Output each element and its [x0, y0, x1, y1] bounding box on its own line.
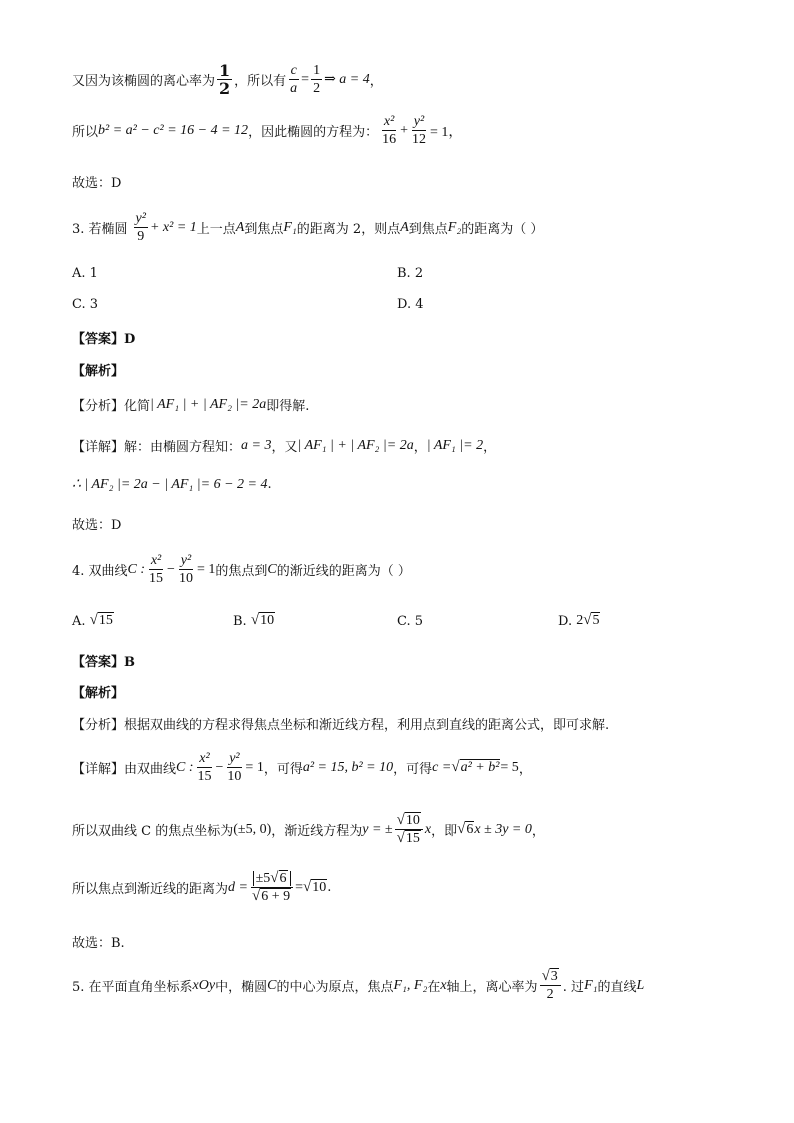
q4-option-c: C. 5 — [397, 614, 424, 629]
q3-option-a: A. 1 — [72, 266, 98, 281]
q3-option-d: D. 4 — [397, 297, 424, 312]
q4-option-b: B. √ 10 — [233, 612, 275, 629]
q3-analysis-heading: 【解析】 — [72, 364, 125, 379]
fraction-y2-10: $\frac{\text{y²}}{10}$ — [178, 553, 193, 586]
sqrt-symbol: √ 5 — [583, 612, 600, 628]
question-4-stem: 4. 双曲线 C : $\frac{\text{x²}}{15}$ − $\frac{\text{y²}}{10}$ = 1 的焦点到 C 的渐近线的距离为（ ） — [72, 553, 411, 586]
q3-option-b: B. 2 — [397, 266, 424, 281]
text: ，所以有 — [234, 74, 287, 89]
sqrt-symbol: √ 6 — [457, 821, 474, 837]
q4-detail: 【详解】由双曲线 C : $\frac{\text{x²}}{15}$ − $\frac{\text{y²}}{10}$ = 1 ，可得 a² = 15, b² = 10 ，可得 c = √ a² + b² = 5 ， — [72, 751, 532, 784]
sqrt-symbol: √ a² + b² — [451, 759, 500, 775]
fraction-y2-9: $\frac{\text{y²}}{9}$ — [135, 211, 146, 244]
q4-option-a: A. √ 15 — [72, 612, 113, 629]
q4-answer: 【答案】B — [72, 655, 135, 670]
q4-detail-distance: 所以焦点到渐近线的距离为 d = ±5 √ 6 √ 6 + 9 = √ 10 . — [72, 870, 332, 904]
fraction-distance: ±5 √ 6 √ 6 + 9 — [250, 870, 293, 905]
q3-choice: 故选：D — [72, 518, 122, 533]
q3-detail: 【详解】解：由椭圆方程知： a = 3 ，又 | AF₁ | + | AF₂ |= 2a ， | AF₁ |= 2 ， — [72, 437, 497, 455]
q3-conclusion: ∴ | AF₂ |= 2a − | AF₁ |= 6 − 2 = 4 . — [72, 477, 272, 492]
fraction-x2-16: $\frac{\text{x²}}{16}$ — [382, 114, 397, 147]
fraction-one-half-bold: $\frac{1}{2}$ — [219, 61, 231, 98]
sqrt-symbol: √ 15 — [89, 612, 113, 628]
math-expression: ⇒ a = 4 — [324, 72, 370, 87]
fraction-y2-10: $\frac{\text{y²}}{10}$ — [227, 751, 242, 784]
question-5-stem: 5. 在平面直角坐标系 xOy 中，椭圆 C 的中心为原点，焦点 F₁, F₂ 在 x 轴上，离心率为 √ 3 2 . 过 F₁ 的直线 L — [72, 968, 645, 1002]
question-3-stem: 3. 若椭圆 $\frac{\text{y²}}{9}$ + x² = 1 上一点 A 到焦点 F₁ 的距离为 2，则点 A 到焦点 F₂ 的距离为（ ） — [72, 211, 544, 244]
fraction-half: $\frac{1}{2}$ — [313, 63, 321, 96]
q3-option-c: C. 3 — [72, 297, 99, 312]
q4-detail-asymptote: 所以双曲线 C 的焦点坐标为 (±5, 0) ，渐近线方程为 y = ± √ 10 √ 15 x ，即 √ 6 x ± 3y = 0 ， — [72, 812, 545, 846]
sqrt-symbol: √ 10 — [250, 612, 275, 628]
math-expression: b² = a² − c² = 16 − 4 = 12 — [98, 122, 249, 138]
fraction-y2-12: $\frac{\text{y²}}{12}$ — [411, 114, 426, 147]
q4-option-d: D. 2 √ 5 — [558, 612, 600, 629]
q3-analysis: 【分析】化简 | AF₁ | + | AF₂ |= 2a 即得解. — [72, 396, 310, 414]
solution-line-equation: 所以 b² = a² − c² = 16 − 4 = 12 ，因此椭圆的方程为： $\frac{\text{x²}}{16}$ + $\frac{\text{y²}}{12}$ = 1， — [72, 114, 463, 147]
fraction-sqrt10-sqrt15: √ 10 √ 15 — [395, 812, 423, 847]
q4-analysis-heading: 【解析】 — [72, 686, 125, 701]
answer-choice-line: 故选：D — [72, 176, 122, 191]
q4-choice: 故选：B. — [72, 936, 125, 951]
q4-analysis: 【分析】根据双曲线的方程求得焦点坐标和渐近线方程，利用点到直线的距离公式，即可求解. — [72, 718, 610, 733]
fraction-c-over-a: $\frac{c}{a}$ — [290, 63, 298, 96]
q3-answer: 【答案】D — [72, 332, 136, 347]
fraction-sqrt3-over-2: √ 3 2 — [540, 968, 561, 1003]
text: 又因为该椭圆的离心率为 — [72, 74, 216, 89]
fraction-x2-15: $\frac{\text{x²}}{15}$ — [197, 751, 212, 784]
sqrt-symbol: √ 10 — [303, 879, 327, 895]
fraction-x2-15: $\frac{\text{x²}}{15}$ — [149, 553, 164, 586]
solution-line-eccentricity: 又因为该椭圆的离心率为 $\frac{1}{2}$ ，所以有 $\frac{c}{a}$ = $\frac{1}{2}$ ⇒ a = 4 ， — [72, 61, 383, 98]
